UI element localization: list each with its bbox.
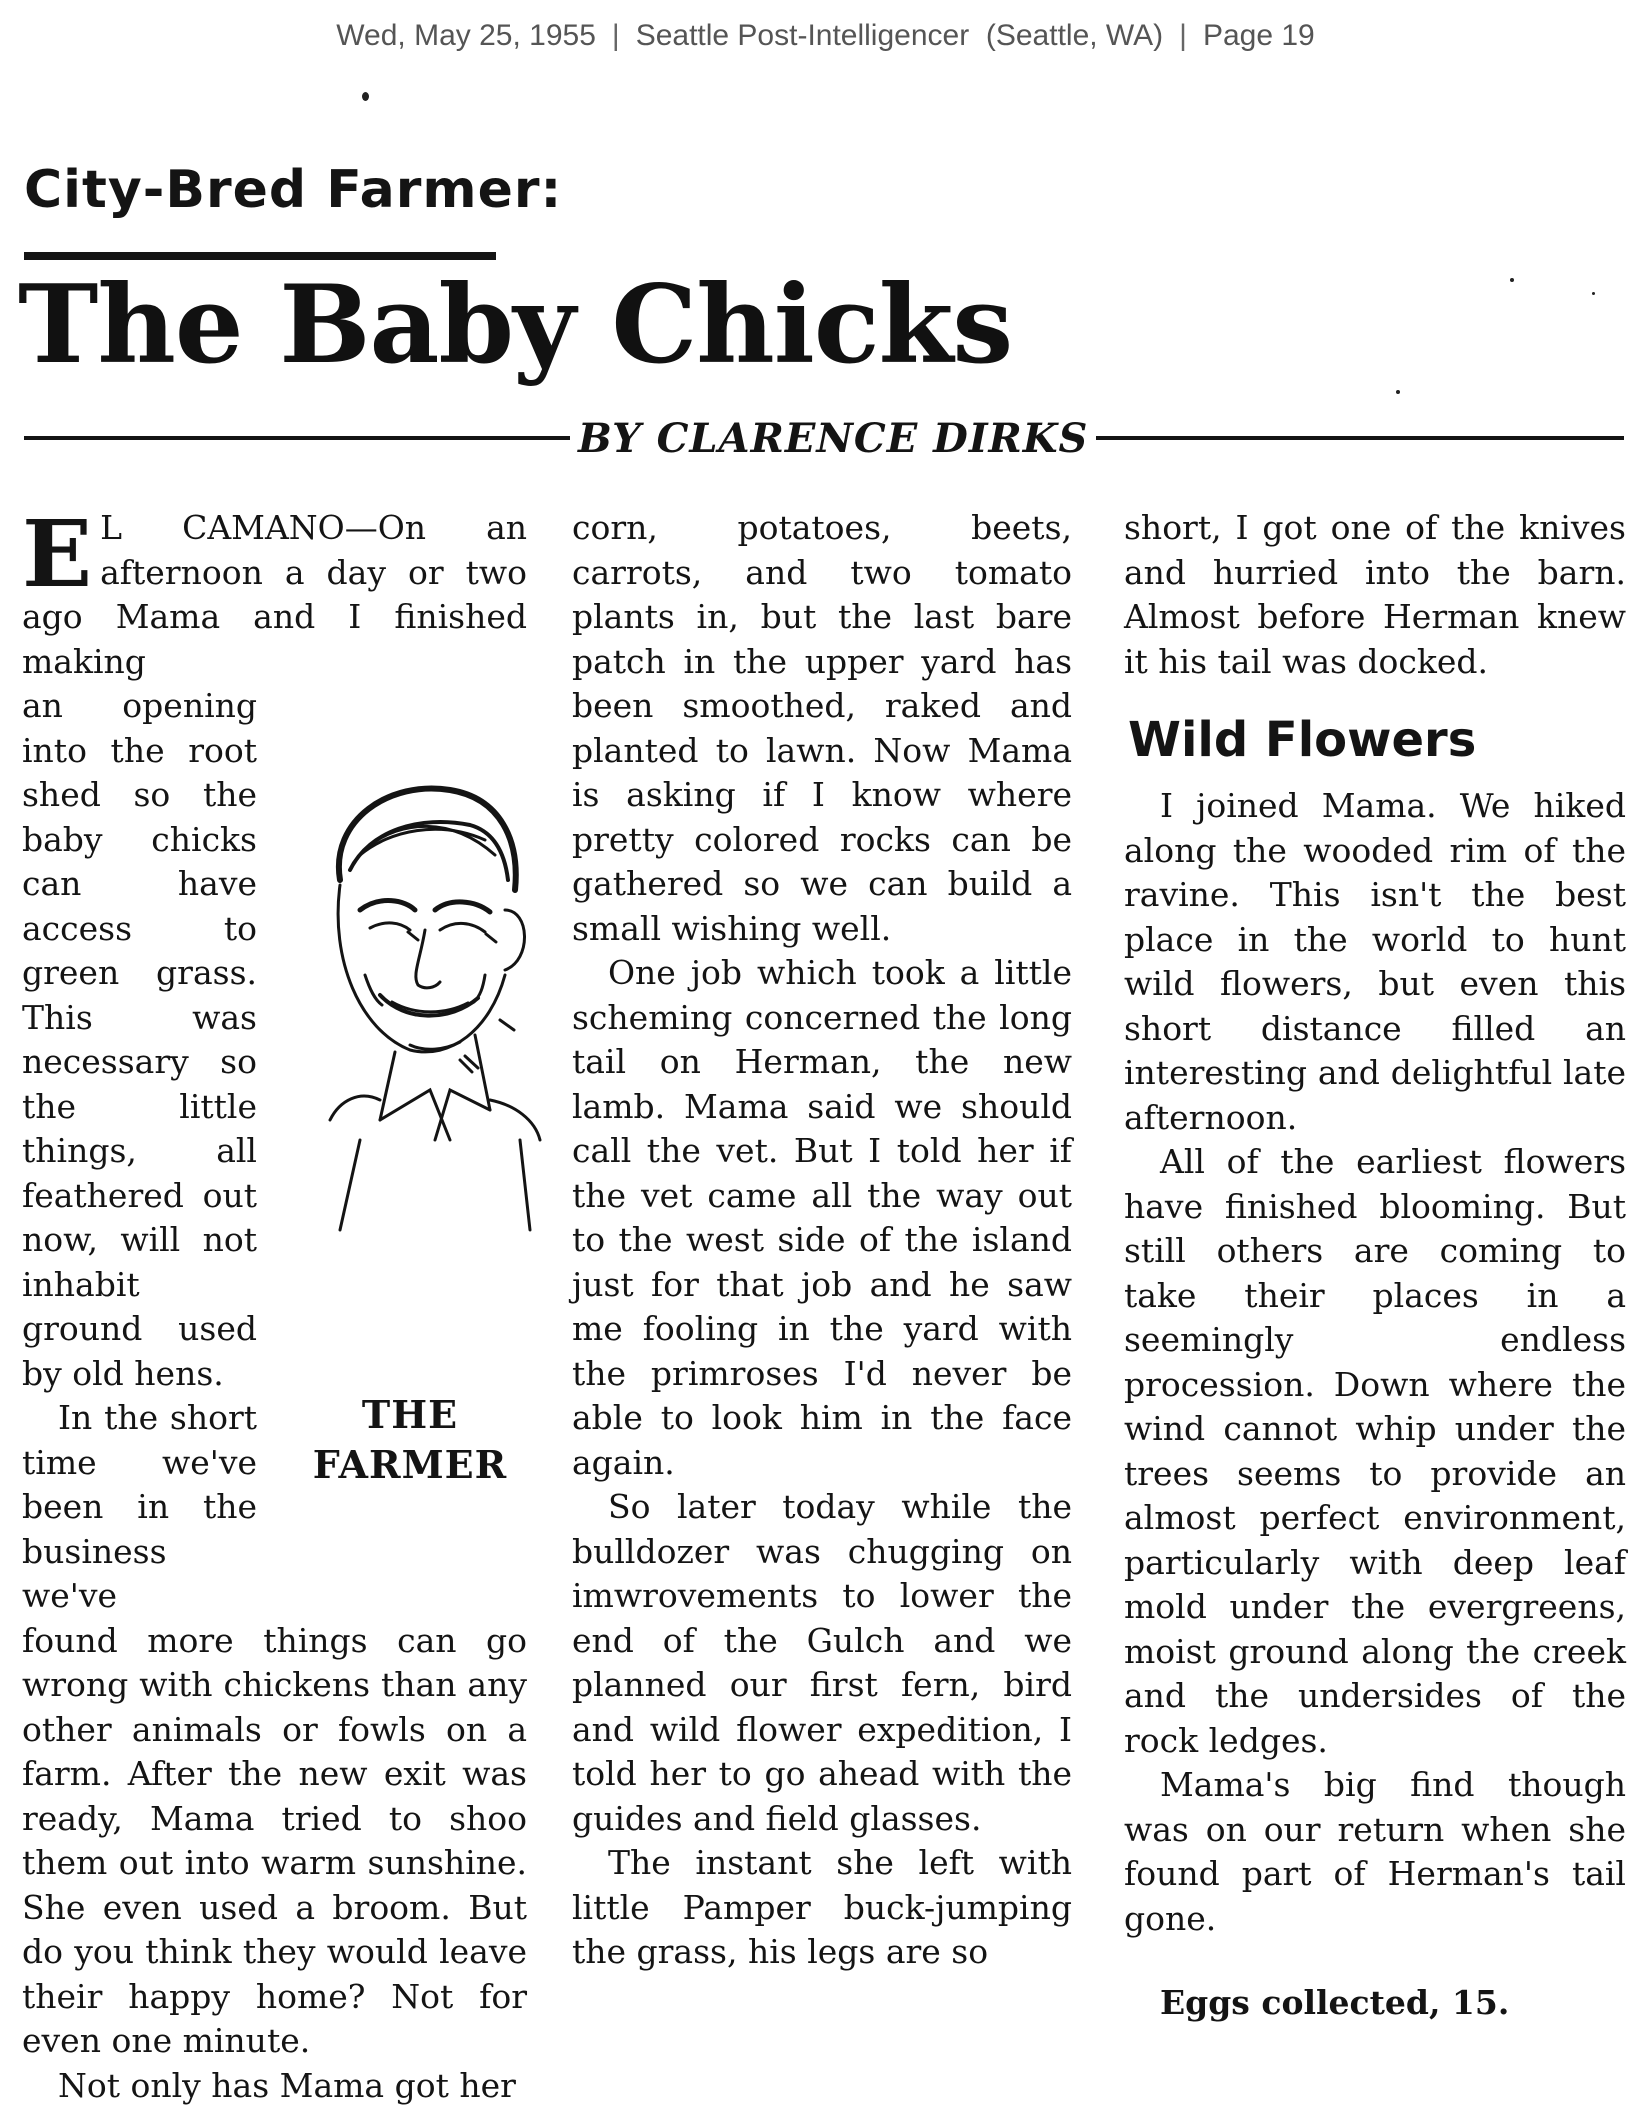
eggs-collected-tally: Eggs collected, 15. xyxy=(1124,1981,1626,2026)
farmer-portrait-illustration xyxy=(300,760,545,1240)
col3-paragraph-4: Mama's big find though was on our return when she found part of Herman's tail gone. xyxy=(1124,1763,1626,1941)
byline-rule-left xyxy=(24,436,570,440)
drop-cap: E xyxy=(22,514,92,594)
col1-paragraph-2-narrow: In the short time we've been in the business we've xyxy=(22,1396,257,1619)
header-location: (Seattle, WA) xyxy=(986,19,1163,52)
header-publication: Seattle Post-Intelligencer xyxy=(636,19,970,52)
scan-speck xyxy=(1396,390,1400,394)
col1-paragraph-2-rest: found more things can go wrong with chickens than any other animals or fowls on a farm. After the new exit was ready, Mama tried to shoo them out into warm sunshine. She even used a broom. But do you think they would leave their happy home? Not for even one minute. xyxy=(22,1619,527,2064)
kicker-rule xyxy=(24,252,496,260)
portrait-caption xyxy=(300,1390,520,1490)
article-headline: The Baby Chicks xyxy=(18,262,1012,388)
col1-paragraph-3: Not only has Mama got her xyxy=(22,2064,527,2108)
scan-speck xyxy=(1592,292,1595,295)
col1-paragraph-1-top-text: L CAMANO—On an afternoon a day or two ago Mama and I finished making xyxy=(22,508,527,681)
article-column-2 xyxy=(572,506,1072,1975)
scan-speck xyxy=(362,92,369,101)
clipping-header: Wed, May 25, 1955 | Seattle Post-Intelligencer (Seattle, WA) | Page 19 xyxy=(0,14,1651,58)
col3-paragraph-2: I joined Mama. We hiked along the wooded rim of the ravine. This isn't the best place in the world to hunt wild flowers, but even this short distance filled an interesting and delightful late afternoon. xyxy=(1124,784,1626,1140)
article-byline: BY CLARENCE DIRKS xyxy=(570,415,1096,462)
col2-paragraph-3: So later today while the bulldozer was chugging on imwrovements to lower the end of the Gulch and we planned our first fern, bird and wild flower expedition, I told her to go ahead with the guides and field glasses. xyxy=(572,1485,1072,1841)
header-date: Wed, May 25, 1955 xyxy=(336,19,596,52)
caption-line-1: THE xyxy=(300,1390,520,1440)
col1-paragraph-1-top xyxy=(22,506,527,684)
byline-rule-right xyxy=(1096,436,1624,440)
article-kicker: City-Bred Farmer: xyxy=(24,160,562,220)
byline-row xyxy=(24,418,1624,458)
col2-paragraph-4: The instant she left with little Pamper buck-jumping the grass, his legs are so xyxy=(572,1841,1072,1975)
article-column-3 xyxy=(1124,506,1626,2026)
col2-paragraph-2: One job which took a little scheming concerned the long tail on Herman, the new lamb. Mama said we should call the vet. But I told her if the vet came all the way out to the west side of the island just for that job and he saw me fooling in the yard with the primroses I'd never be able to look him in the face again. xyxy=(572,951,1072,1485)
article-column-1 xyxy=(22,506,527,2108)
header-page: Page 19 xyxy=(1203,19,1315,52)
col3-paragraph-3: All of the earliest flowers have finished blooming. But still others are coming to take their places in a seemingly endless procession. Down where the wind cannot whip under the trees seems to provide an almost perfect environment, particularly with deep leaf mold under the evergreens, moist ground along the creek and the undersides of the rock ledges. xyxy=(1124,1140,1626,1763)
col3-subhead: Wild Flowers xyxy=(1128,708,1626,772)
col1-paragraph-1-narrow: an opening into the root shed so the baby chicks can have access to green grass. This was necessary so the little things, all feathered out now, will not inhabit ground used by old hens. xyxy=(22,684,257,1396)
scan-speck xyxy=(1510,278,1514,282)
col2-paragraph-1: corn, potatoes, beets, carrots, and two tomato plants in, but the last bare patch in the upper yard has been smoothed, raked and planted to lawn. Now Mama is asking if I know where pretty colored rocks can be gathered so we can build a small wishing well. xyxy=(572,506,1072,951)
col3-paragraph-1: short, I got one of the knives and hurried into the barn. Almost before Herman knew it his tail was docked. xyxy=(1124,506,1626,684)
caption-line-2: FARMER xyxy=(300,1440,520,1490)
